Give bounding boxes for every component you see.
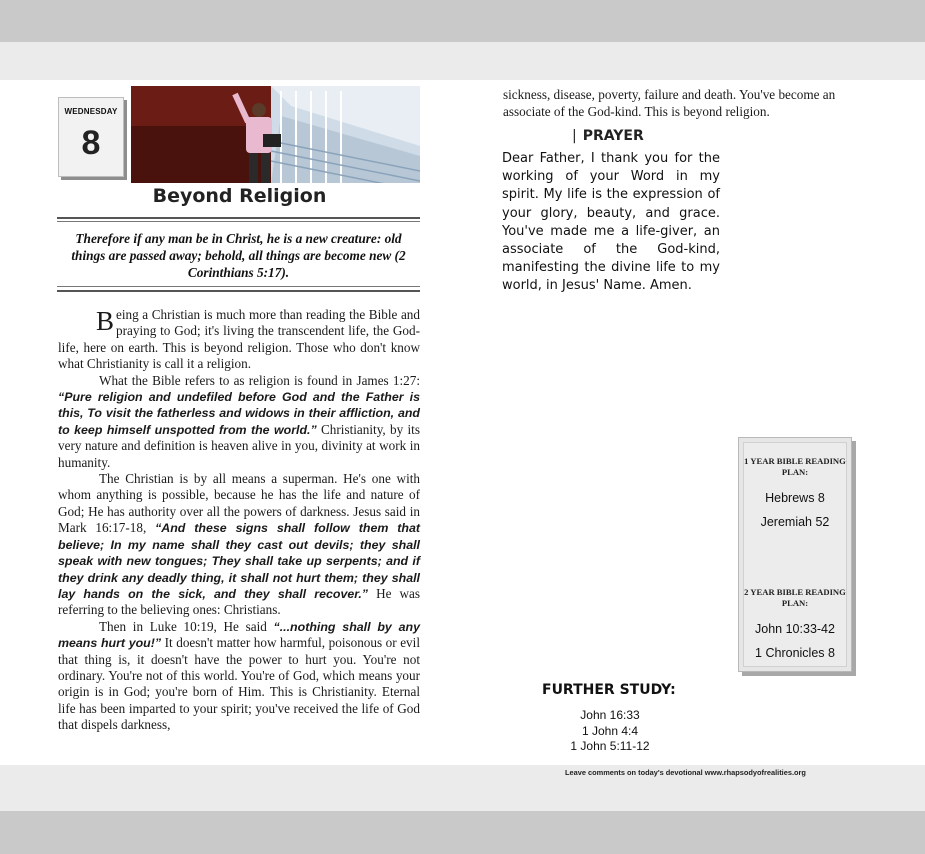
further-study-ref: 1 John 4:4 (581, 723, 639, 738)
drop-cap: B (96, 306, 115, 336)
devotional-title: Beyond Religion (152, 185, 327, 207)
paragraph-1-text: eing a Christian is much more than reading the Bible and praying to God; it's living the transcendent life, the God-life, here on earth. This is beyond religion. Those who don't know what Christianity is call it a religion. (58, 307, 420, 372)
reading-plan-inner (743, 442, 847, 667)
memory-verse-rule-top-thin (57, 221, 420, 222)
memory-verse-rule-top (57, 217, 420, 219)
further-study-ref: 1 John 5:11-12 (570, 739, 650, 753)
one-year-reading-2: Jeremiah 52 (760, 515, 830, 529)
footer-note: Leave comments on today's devotional www.rhapsodyofrealities.org (565, 768, 806, 777)
body-continuation: sickness, disease, poverty, failure and death. You've become an associate of the God-kind. This is beyond religion. (503, 87, 836, 119)
date-block (58, 97, 124, 177)
prayer-text: Dear Father, I thank you for the working of your Word in my spirit. My life is the expression of your glory, beauty, and grace. You've made me a life-giver, an associate of the God-kind, manifesting the divine life to my world, in Jesus' Name. Amen. (502, 151, 720, 294)
two-year-reading-2: 1 Chronicles 8 (755, 646, 835, 660)
two-year-plan-title: 2 YEAR BIBLE READING PLAN: (744, 587, 846, 608)
further-study-ref: John 16:33 (580, 708, 640, 722)
paragraph-2 (58, 373, 420, 471)
day-label: WEDNESDAY (64, 107, 118, 116)
two-year-reading-1: John 10:33-42 (755, 622, 835, 636)
memory-verse: Therefore if any man be in Christ, he is a new creature: old things are passed away; behold, all things are become new (2 Corinthians 5:17). (71, 231, 406, 280)
memory-verse-rule-bottom (57, 290, 420, 292)
one-year-reading-1: Hebrews 8 (765, 491, 825, 505)
prayer-heading (572, 128, 644, 144)
top-band (0, 42, 925, 80)
prayer-heading-text: PRAYER (582, 128, 644, 144)
paragraph-4 (58, 619, 420, 734)
further-study-heading: FURTHER STUDY: (542, 682, 676, 698)
memory-verse-rule-bottom-thin (57, 286, 420, 287)
scripture-quote-luke: “...nothing shall by any means hurt you!” (58, 619, 421, 651)
paragraph-4-text-a: Then in Luke 10:19, He said (99, 618, 274, 634)
devotional-body (58, 307, 420, 734)
paragraph-2-text-b: Christianity, by its very nature and definition is heaven alive in you, divinity at work in humanity. (58, 421, 420, 470)
heading-bar: | (572, 128, 577, 144)
date-number: 8 (81, 124, 101, 162)
header-photo (131, 86, 420, 183)
further-study-list (555, 708, 665, 755)
one-year-plan-title: 1 YEAR BIBLE READING PLAN: (744, 456, 846, 477)
paragraph-4-text-b: It doesn't matter how harmful, poisonous or evil that thing is, it doesn't have the power to hurt you. You're not ordinary. You're not of this world. You're of God, which means your origin is in God; you're born of Him. This is Christianity. Eternal life has been imparted to your spirit; you've received the life of God that dispels darkness, (58, 635, 420, 733)
paragraph-3 (58, 471, 420, 619)
reading-plan-box (738, 437, 852, 672)
scripture-quote-mark: “And these signs shall follow them that believe; In my name shall they cast out devils; they shall speak with new tongues; They shall take up serpents; and if they drink any deadly thing, it shall not hurt them; they shall lay hands on the sick, and they shall recover.” (58, 521, 420, 601)
paragraph-2-text-a: What the Bible refers to as religion is found in James 1:27: (99, 372, 420, 388)
paragraph-3-text-a: The Christian is by all means a superman. He's one with whom anything is possible, because he has the life and nature of God; He has authority over all the powers of darkness. Jesus said in Mark 16:17-18, (58, 471, 420, 536)
paragraph-3-text-b: He was referring to the believing ones: Christians. (58, 585, 420, 618)
scripture-quote-james: “Pure religion and undefiled before God and the Father is this, To visit the fatherless and widows in their affliction, and to keep himself unspotted from the world.” (58, 390, 420, 437)
paragraph-1 (58, 307, 420, 373)
